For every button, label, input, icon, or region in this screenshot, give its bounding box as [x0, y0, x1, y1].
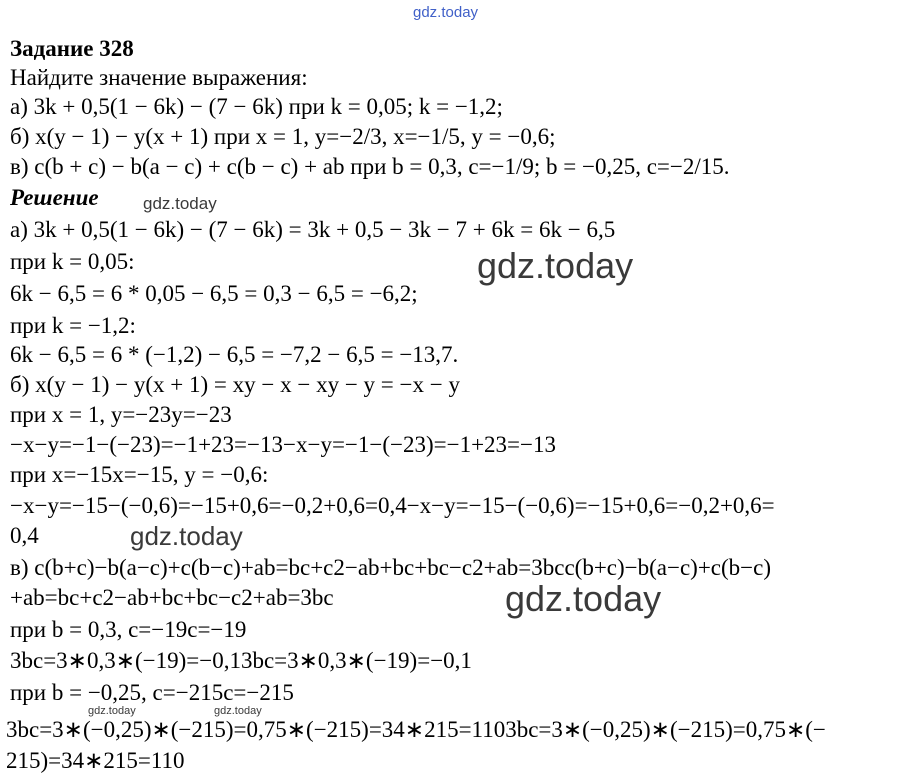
- solution-line: при x=−15x=−15, y = −0,6:: [10, 462, 269, 487]
- solution-line: +ab=bc+c2−ab+bc+bc−c2+ab=3bc: [10, 585, 334, 610]
- solution-line: при k = −1,2:: [10, 313, 136, 338]
- watermark: gdz.today: [143, 194, 217, 213]
- solution-heading: Решение: [10, 185, 99, 210]
- task-item-c: в) c(b + c) − b(a − c) + c(b − c) + ab при b = 0,3, c=−1/9; b = −0,25, c=−2/15.: [10, 154, 730, 179]
- watermark: gdz.today: [214, 705, 262, 717]
- solution-line: 3bc=3∗0,3∗(−19)=−0,13bc=3∗0,3∗(−19)=−0,1: [10, 648, 472, 673]
- solution-line: в) c(b+c)−b(a−c)+c(b−c)+ab=bc+c2−ab+bc+bc−c2+ab=3bcc(b+c)−b(a−c)+c(b−c): [10, 555, 772, 580]
- task-prompt: Найдите значение выражения:: [10, 65, 308, 90]
- watermark-top: gdz.today: [413, 4, 479, 21]
- solution-line: при x = 1, y=−23y=−23: [10, 402, 232, 427]
- watermark: gdz.today: [88, 705, 136, 717]
- watermark: gdz.today: [505, 578, 662, 619]
- solution-line: а) 3k + 0,5(1 − 6k) − (7 − 6k) = 3k + 0,5 − 3k − 7 + 6k = 6k − 6,5: [10, 217, 616, 242]
- solution-line: при b = 0,3, c=−19c=−19: [10, 617, 247, 642]
- solution-line: 6k − 6,5 = 6 * 0,05 − 6,5 = 0,3 − 6,5 = −6,2;: [10, 281, 418, 306]
- solution-line: 6k − 6,5 = 6 * (−1,2) − 6,5 = −7,2 − 6,5 = −13,7.: [10, 342, 459, 367]
- task-item-b: б) x(y − 1) − y(x + 1) при x = 1, y=−2/3, x=−1/5, y = −0,6;: [10, 124, 556, 149]
- solution-line: −x−y=−1−(−23)=−1+23=−13−x−y=−1−(−23)=−1+23=−13: [10, 432, 557, 457]
- task-title: Задание 328: [10, 36, 134, 61]
- solution-line: 0,4: [10, 523, 39, 548]
- solution-line: при b = −0,25, c=−215c=−215: [10, 680, 294, 705]
- solution-line: б) x(y − 1) − y(x + 1) = xy − x − xy − y = −x − y: [10, 372, 460, 397]
- watermark: gdz.today: [130, 521, 243, 551]
- solution-line: −x−y=−15−(−0,6)=−15+0,6=−0,2+0,6=0,4−x−y=−15−(−0,6)=−15+0,6=−0,2+0,6=: [10, 493, 775, 518]
- watermark: gdz.today: [477, 245, 634, 286]
- solution-line: 3bc=3∗(−0,25)∗(−215)=0,75∗(−215)=34∗215=1103bc=3∗(−0,25)∗(−215)=0,75∗(−: [6, 717, 826, 742]
- solution-line: 215)=34∗215=110: [6, 748, 185, 773]
- task-item-a: а) 3k + 0,5(1 − 6k) − (7 − 6k) при k = 0,05; k = −1,2;: [10, 94, 503, 119]
- solution-line: при k = 0,05:: [10, 249, 135, 274]
